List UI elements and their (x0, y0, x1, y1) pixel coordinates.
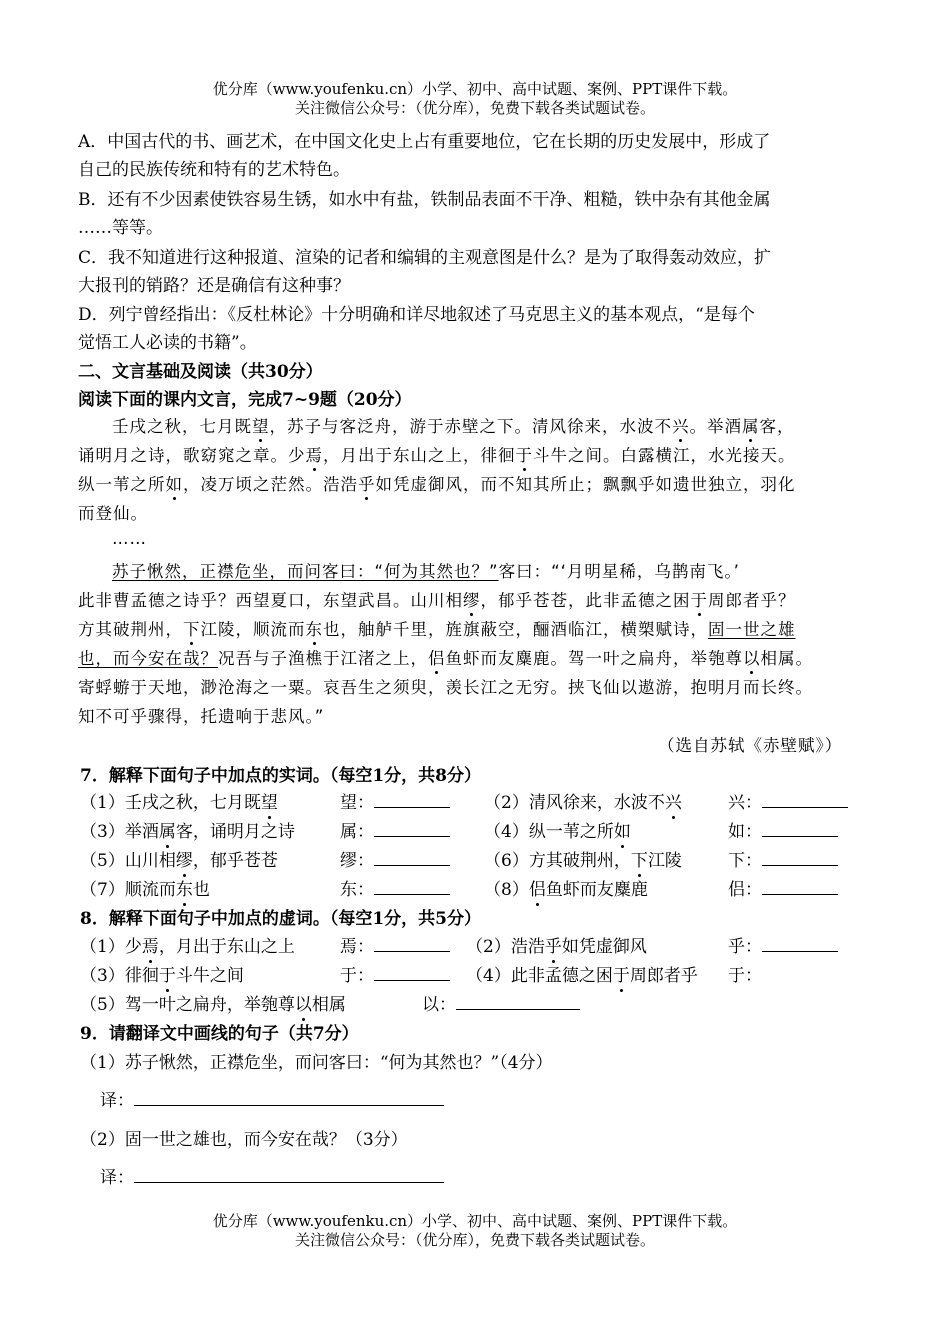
option-d-line-1: D．列宁曾经指出：《反杜林论》十分明确和详尽地叙述了马克思主义的基本观点，“是每个 (78, 305, 755, 325)
q7-blank-8[interactable] (762, 880, 838, 895)
q9-answer-1: 译： (100, 1086, 444, 1111)
q8-blank-5[interactable] (456, 995, 580, 1010)
passage-p2-line-5: 寄蜉蝣于天地，渺沧海之一粟。哀吾生之须臾，羡长江之无穷。挟飞仙以遨游，抱明月而长终。 (78, 678, 813, 697)
page-footer (0, 1212, 950, 1250)
q8-item-4: （4）此非孟德之困于周郎者乎 (466, 966, 698, 986)
q7-blank-2[interactable] (762, 793, 848, 808)
q7-item-7: （7）顺流而东也 (80, 880, 210, 900)
q8-item-2: （2）浩浩乎如凭虚御风 (466, 937, 647, 957)
q9-answer-2-line[interactable] (134, 1168, 444, 1183)
passage-p2-line-1: 苏子愀然，正襟危坐，而问客曰：“何为其然也？”客曰：“‘月明星稀，乌鹊南飞。’ (112, 562, 740, 581)
q7-key-2: 兴： (728, 788, 848, 813)
q7-item-2: （2）清风徐来，水波不兴 (484, 793, 682, 813)
option-a-line-1: A．中国古代的书、画艺术，在中国文化史上占有重要地位，它在长期的历史发展中，形成了 (78, 132, 771, 152)
q8-key-4: 于： (728, 966, 762, 986)
q7-key-6: 下： (728, 846, 838, 871)
q8-key-3: 于： (340, 961, 450, 986)
q7-blank-1[interactable] (374, 793, 450, 808)
q7-blank-3[interactable] (374, 822, 450, 837)
q7-item-8: （8）侣鱼虾而友麋鹿 (484, 880, 648, 900)
header-line-1: 优分库（www.youfenku.cn）小学、初中、高中试题、案例、PPT课件下载。 (212, 80, 738, 98)
q7-item-4: （4）纵一苇之所如 (484, 822, 631, 842)
q8-item-5: （5）驾一叶之扁舟，举匏尊以相属 (80, 995, 346, 1015)
q7-title: 7．解释下面句子中加点的实词。（每空1分，共8分） (80, 766, 481, 786)
page-header (0, 80, 950, 118)
q7-blank-6[interactable] (762, 851, 838, 866)
q7-key-7: 东： (340, 875, 450, 900)
passage-p2-line-3: 方其破荆州，下江陵，顺流而东也，舳舻千里，旌旗蔽空，酾酒临江，横槊赋诗，固一世之雄 (78, 620, 796, 639)
underlined-sentence-1: 苏子愀然，正襟危坐，而问客曰：“何为其然也？” (112, 562, 499, 581)
q7-blank-4[interactable] (762, 822, 838, 837)
underlined-sentence-2b: 也，而今安在哉？ (78, 649, 218, 668)
footer-line-2: 关注微信公众号：（优分库），免费下载各类试题试卷。 (294, 1231, 655, 1249)
q9-answer-2: 译： (100, 1163, 444, 1188)
q8-key-1: 焉： (340, 932, 450, 957)
header-line-2: 关注微信公众号：（优分库），免费下载各类试题试卷。 (294, 99, 655, 117)
q7-item-5: （5）山川相缪，郁乎苍苍 (80, 851, 278, 871)
q7-item-3: （3）举酒属客，诵明月之诗 (80, 822, 295, 842)
option-c-line-1: C．我不知道进行这种报道、渲染的记者和编辑的主观意图是什么？是为了取得轰动效应，扩 (78, 248, 772, 268)
underlined-sentence-2a: 固一世之雄 (708, 620, 796, 639)
q9-title: 9．请翻译文中画线的句子（共7分） (80, 1024, 359, 1044)
section-2-intro: 阅读下面的课内文言，完成7~9题（20分） (78, 390, 412, 410)
footer-line-1: 优分库（www.youfenku.cn）小学、初中、高中试题、案例、PPT课件下载。 (212, 1212, 738, 1230)
q8-title: 8．解释下面句子中加点的虚词。（每空1分，共5分） (80, 909, 481, 929)
q7-item-1: （1）壬戌之秋，七月既望 (80, 793, 278, 813)
passage-p2-line-2: 此非曹孟德之诗乎？西望夏口，东望武昌。山川相缪，郁乎苍苍，此非孟德之困于周郎者乎？ (78, 591, 796, 610)
option-a-line-2: 自己的民族传统和特有的艺术特色。 (78, 160, 350, 180)
q7-blank-5[interactable] (374, 851, 450, 866)
q9-answer-1-line[interactable] (134, 1091, 444, 1106)
q8-key-5: 以： (422, 990, 580, 1015)
q7-key-8: 侣： (728, 875, 838, 900)
option-b-line-2: ……等等。 (78, 218, 163, 238)
q8-blank-2[interactable] (762, 937, 838, 952)
q7-blank-7[interactable] (374, 880, 450, 895)
passage-p2-line-6: 知不可乎骤得，托遗响于悲风。” (78, 707, 325, 726)
q8-blank-1[interactable] (374, 937, 450, 952)
passage-p1-line-2: 诵明月之诗，歌窈窕之章。少焉，月出于东山之上，徘徊于斗牛之间。白露横江，水光接天。 (78, 446, 796, 465)
option-c-line-2: 大报刊的销路？还是确信有这种事？ (78, 276, 350, 296)
q8-item-3: （3）徘徊于斗牛之间 (80, 966, 244, 986)
q8-item-1: （1）少焉，月出于东山之上 (80, 937, 295, 957)
q7-key-4: 如： (728, 817, 838, 842)
option-d-line-2: 觉悟工人必读的书籍”。 (78, 333, 257, 353)
passage-source: （选自苏轼《赤壁赋》） (658, 736, 843, 755)
passage-p2-line-4: 也，而今安在哉？况吾与子渔樵于江渚之上，侣鱼虾而友麋鹿。驾一叶之扁舟，举匏尊以相属。 (78, 649, 813, 668)
q8-key-2: 乎： (728, 932, 838, 957)
passage-ellipsis: …… (112, 529, 147, 548)
q9-sentence-1: （1）苏子愀然，正襟危坐，而问客曰：“何为其然也？”（4分） (80, 1053, 553, 1073)
passage-p1-line-3: 纵一苇之所如，凌万顷之茫然。浩浩乎如凭虚御风，而不知其所止；飘飘乎如遗世独立，羽化 (78, 475, 796, 494)
q7-item-6: （6）方其破荆州，下江陵 (484, 851, 682, 871)
q7-key-1: 望： (340, 788, 450, 813)
option-b-line-1: B．还有不少因素使铁容易生锈，如水中有盐，铁制品表面不干净、粗糙，铁中杂有其他金属 (78, 190, 771, 210)
passage-p1-line-1: 壬戌之秋，七月既望，苏子与客泛舟，游于赤壁之下。清风徐来，水波不兴。举酒属客， (112, 417, 795, 436)
q9-sentence-2: （2）固一世之雄也，而今安在哉？（3分） (80, 1130, 408, 1150)
q8-blank-3[interactable] (374, 966, 450, 981)
passage-p1-line-4: 而登仙。 (78, 504, 148, 523)
q7-key-3: 属： (340, 817, 450, 842)
q7-key-5: 缪： (340, 846, 450, 871)
section-2-title: 二、文言基础及阅读（共30分） (78, 362, 323, 382)
